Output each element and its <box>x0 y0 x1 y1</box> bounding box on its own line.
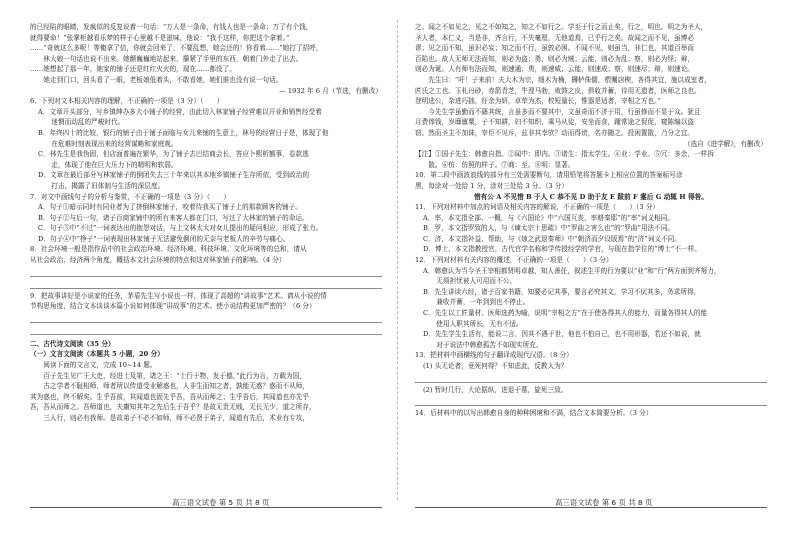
q6-option: C．林先生是我伪固，但店面普遍在繁华，为了铺子去巴结商会长，答应卜熙析额事，卷款逃 <box>38 150 309 159</box>
q6-option: 在危难时刻表现出来的经营谋略和家庭观。 <box>38 139 178 148</box>
q7-option: C．句子③中“不过”一词表达出的抱怨对话，与上文林太太对女儿提出的疑问相应，形成了张力。 <box>38 224 323 233</box>
section-heading: 二、古代诗文阅读（35 分） <box>30 339 115 348</box>
classical-line: 阅读下面的文言文，完成 10~14 题。 <box>30 361 157 370</box>
classical-line: 登明选公，杂进巧拙，纡余为妍，卓荦为杰，校短量长，惟器是适者，宰相之方也。” <box>415 97 661 106</box>
passage-line: ……她想起了那一年，她家的铺子还是红红火火的，现在……都没了。 <box>30 65 236 74</box>
left-page <box>30 22 382 424</box>
question-10-stem-cont: 黑，每涂对一处给 1 分，涂对三处给 3 分。（3 分） <box>415 181 569 190</box>
q11-option: A．率，本文指全部、一概，与《六国论》中“六国互丧，率赂秦耶”的“率”词义相同。 <box>423 213 675 222</box>
passage-line: 就得要命！”张掌柜越看乐梦的样子心里越不是滋味，他说：“我不这样，你把这个拿着。” <box>30 33 290 42</box>
question-6-stem: 6．下列对文本相关内容的理解，不正确的一项是（3 分）（ ） <box>30 97 224 106</box>
right-page <box>415 22 767 419</box>
question-11-stem: 11．下列对材料中加点的词语及相关内容的解说，不正确的一项是（ ）（3 分） <box>415 203 660 212</box>
classical-source: （选自《进学解》，有删改） <box>481 139 767 148</box>
q11-option: B．罗，本文指罗致的人，与《谏太宗十思疏》中“罗曲之害么也”的“罗曲”用法不同。 <box>423 224 675 233</box>
footer-rule-left <box>30 507 382 508</box>
classical-line: 其为惑也，终不解矣。生乎吾前，其闻道也固先乎吾，吾从而师之；生乎吾后，其闻道也亦先乎 <box>30 392 310 401</box>
question-13-stem: 13．把材料中画横线的句子翻译成现代汉语。（8 分） <box>415 351 573 360</box>
classical-line: 之。闻之不如见之，见之不如知之，知之不如行之。学至于行之而止矣，行之，明也。明之为圣人， <box>415 23 708 31</box>
q7-option: A．句子①暗示同时有同业者为了挤倒林家铺子，咬着待我买了铺子上的那款顾客的铺子。 <box>38 203 302 212</box>
q13-sentence-2: (2) 暂时几行，大论据纵，进退于墓，旋死三致。 <box>423 385 568 394</box>
classical-line: 吾，吾从而师之。吾师道也，夫庸知其年之先后生于吾乎？是故无贵无贱，无长无少，道之所存， <box>30 403 316 412</box>
classical-line: 今先生学虽勤而不繇其统，言虽多而不要其中，文虽奇而不济于用，行虽修而不显于众。犹且 <box>415 107 701 116</box>
answer-line[interactable] <box>30 313 382 323</box>
classical-line: 圣人者，本仁义，当是非，齐言行，不失毫厘，无他道焉，已乎行之矣。故闻之而不见，虽博必 <box>415 33 695 42</box>
q6-option: A．文章开头部分，写乡镇绅办多大小铺子的经营，由此切入林家铺子经营难以开业和销售经受着 <box>38 107 322 116</box>
q12-option: 对于说法中韩愈孤苦不如现实所充。 <box>423 340 543 349</box>
q6-option: 走，体现了他在巨大压力下的精明和软弱。 <box>38 160 178 169</box>
q11-option: D．博士，本文指教授官，古代官学名称和学传授经学的学官，与现在指学位的“博士”不一样。 <box>423 245 701 254</box>
classical-line: 百陷也。故人无师无法而知，则必为盗；勇，则必为贼；云能，则必为乱；察，则必为怪；辩， <box>415 54 695 63</box>
question-10-sentence: 惜有公 A 不见惜 B 于人 C 恭不见 D 助于友 E 跋前 F 疐后 G 动辄 H 得咎。 <box>474 192 708 201</box>
classical-line: 古之学者不耻相师，师者所以传道受业解惑也，人非生而知之者，孰能无惑？惑而不从师， <box>30 382 310 391</box>
annotation-note-cont: 散。⑥仿：仿照的样子。⑦商：至。⑧明：显著。 <box>415 160 575 169</box>
q12-option: 无须担忧被人可用而不公。 <box>423 277 517 286</box>
page-footer-left: 高三语文试卷 第 5 页 共 8 页 <box>172 498 270 507</box>
classical-line: 则必为诞。人有师有法而知，则速通；勇，则速威；云能，则速成；察，则速尽；辩，则速论。 <box>415 65 695 74</box>
q12-option: A．韩愈认为当今圣王宰相都贤明卓越，知人善任，叙述生平的行为要以“业”和“行”两方面到齐努力， <box>423 266 721 275</box>
passage-line: 林大娘一句话也说不出来。她颤巍巍地站起来，攥紧了手里的东西，朝着门外走了出去。 <box>30 54 303 63</box>
passage-source: — 1932 年 6 月（节选，有删改） <box>93 86 382 95</box>
page-footer-right: 高三语文试卷 第 6 页 共 8 页 <box>555 498 653 507</box>
q7-option: B．句子②与后一句，诸子百商家铺中的所有来客人都在门口，写过了大林家的铺子的命运。 <box>38 213 309 222</box>
q7-option: D．句子④中“挣子”一词表现出林家铺子无法避免倒闭的无奈与老板人的辛劳与痛心。 <box>38 234 290 243</box>
answer-line[interactable] <box>30 325 382 335</box>
passage-line: 她走到门口，回头看了一眼，老板娘低着头，不敢看她，她们谁也没有说一句话。 <box>30 75 283 84</box>
q12-option: C．先生以工匠量材、医师选药为喻，说明“宰相之方”在于使各得其人的能力，而量各得其人的能 <box>423 309 708 318</box>
classical-line: 百子先生见广王大吏，经进士及第，诸之王：“士行于物，发于德，”此行为言，万载为国， <box>30 371 306 380</box>
answer-line[interactable] <box>415 373 767 383</box>
q6-option: D．文章在最后部分写林家铺子的倒闭失去三十年来以其本地乡镇铺子生存所依，受到政治的 <box>38 171 310 180</box>
subsection-heading: （一）文言文阅读（本题共 5 小题，20 分） <box>30 350 164 359</box>
answer-line[interactable] <box>30 267 382 277</box>
q6-option: 迷惘而动乱的严峻时代。 <box>38 118 125 127</box>
answer-line[interactable] <box>415 396 767 406</box>
question-7-stem: 7．对文中画线句子的分析与鉴赏，不正确的一项是（3 分）（ ） <box>30 192 231 201</box>
question-9-stem-cont: 节构思角度，结合文本谈谈本篇小说如何体现“讲故事”的艺术。使小说结构更加严密的？（6 分） <box>30 302 316 311</box>
question-14-stem: 14．后材料中的以写出韩愈自身的种种困境和不满，结合文本简要分析。（3 分） <box>415 409 653 418</box>
q12-option: 兼收并蓄，一年到到也不停止。 <box>423 298 530 307</box>
question-8-stem-cont: 从社会政治、经济两个角度，概括本文社会环境的特点和这对林家铺子的影响。（4 分） <box>30 256 286 265</box>
q12-option: 使用人职其所长，无有不适。 <box>423 319 523 328</box>
answer-line[interactable] <box>30 279 382 289</box>
q6-option: 打击，揭露了旧体制与生活的深层度。 <box>38 181 165 190</box>
question-10-stem: 10．第二段中画波浪线的部分有三处需要断句，请用铅笔将答题卡上相应位置的答案标号涂 <box>415 171 683 180</box>
annotation-note: 【注】①国子先生：韩愈自指。②闻中：即内。③诸生：指太学生。④业：学业。⑤冗：多余，一样拆 <box>415 150 714 159</box>
q6-option: B．年终四十的比较，银行的铺子由于铺子面临与女儿来铺的生意上，林号的经营日子是，体现了他 <box>38 128 329 137</box>
classical-line: 先生曰：“吁！子来前！夫大木为宗，细木为桷，欂栌侏儒，椳闑扂楔，各得其宜，施以成室者， <box>415 75 711 84</box>
classical-line: 月费俸钱，岁靡廪粟，子不知耕，妇不知织，乘马从徒，安坐而食，踵常途之促促，窥陈编以盗 <box>415 118 695 127</box>
passage-line: 的已经陷的眼睛，发疯似的反复说着一句话：“万人是一条命，有钱人也是一条命；万了有个钱， <box>30 23 313 31</box>
page-divider <box>397 20 398 500</box>
q12-option: B．先生讲读六经，诸子百家书籍，知要必记其事，要言必究其文，学习不厌其多，务求所得， <box>423 287 701 296</box>
question-9-stem: 9．把故事讲好是小说家的任务，茅盾先生写小说也一样，体现了高超的“讲故事”艺术。请从小说的情 <box>30 291 327 300</box>
q13-sentence-1: (1) 头无论者，竟死何得？不知虑此，反教人为？ <box>423 362 568 370</box>
footer-rule-right <box>415 507 767 508</box>
classical-line: 窃。然而圣主不加诛，宰臣不见斥，兹非其幸欤？动而得谤，名亦随之。投闲置散，乃分之宜。 <box>415 128 695 137</box>
question-12-stem: 12．下列对材料有关内容的概述，不正确的一项是（ ）（3 分） <box>415 256 613 265</box>
q12-option: D．先生学生生活有，能说二言，因其不遇于世，他也不怕自己，也不用形器，若还不如说，就 <box>423 330 701 339</box>
passage-line: ……“奇就这么多呢！等俺拿了信，你就会回来了，不要乱想，她会还的！你看着……”她打了招呼， <box>30 44 323 53</box>
classical-line: 匠氏之工也。玉札丹砂，赤箭青芝，牛溲马勃，败鼓之皮，俱收并蓄，待用无遗者，医师之良也。 <box>415 86 701 95</box>
classical-line: 谬；见之而不知，虽识必妄；知之而不行，虽敦必困。不闻不见，则虽当，非仁也，其道百举而 <box>415 44 695 53</box>
q11-option: C．济，本文指补益、帮助，与《烛之武退秦师》中“朝济而夕设版焉”的“济”词义不同。 <box>423 234 681 243</box>
classical-line: 三人行，则必有我师。是故弟子不必不如师，师不必贤于弟子，闻道有先后，术业有专攻， <box>30 414 310 422</box>
question-8-stem: 8．社会环境一般是指作品中的社会政治环境、经济环境、科技环境、文化环境等的总和，请从 <box>30 245 307 254</box>
